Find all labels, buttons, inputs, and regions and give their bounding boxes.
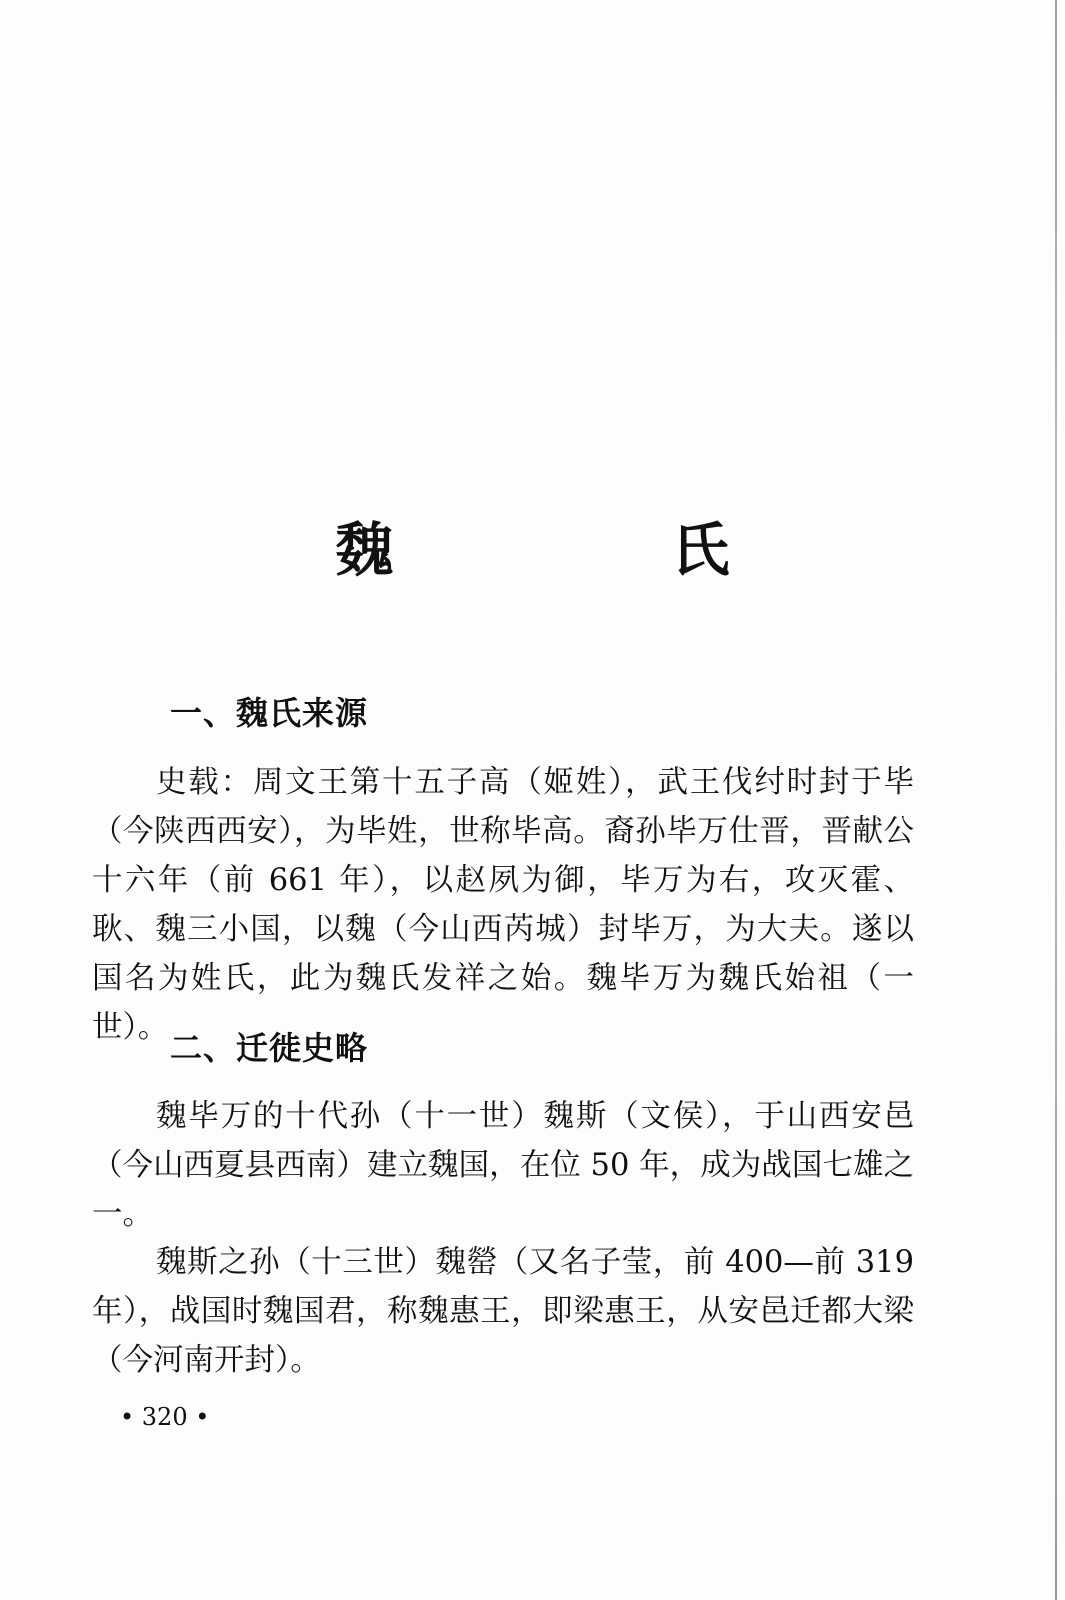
paragraph-migration-2: 魏斯之孙（十三世）魏罃（又名子莹，前 400—前 319 年），战国时魏国君，称魏惠王，即梁惠王，从安邑迁都大梁（今河南开封）。: [92, 1245, 914, 1378]
paragraph-origin: 史载：周文王第十五子高（姬姓），武王伐纣时封于毕（今陕西西安），为毕姓，世称毕高。裔孙毕万仕晋，晋献公十六年（前 661 年），以赵夙为御，毕万为右，攻灭霍、耿、魏三小国，以魏（今山西芮城）封毕万，为大夫。遂以国名为姓氏，此为魏氏发祥之始。魏毕万为魏氏始祖（一世）。: [92, 765, 914, 1045]
page-title: 魏 氏: [335, 516, 840, 584]
section-heading-origin: 一、魏氏来源: [170, 694, 369, 732]
paragraph-migration-1: 魏毕万的十代孙（十一世）魏斯（文侯），于山西安邑（今山西夏县西南）建立魏国，在位 50 年，成为战国七雄之一。: [92, 1099, 914, 1232]
scan-edge-shadow: [1055, 0, 1057, 1600]
section-heading-migration: 二、迁徙史略: [170, 1029, 369, 1067]
page-number: • 320 •: [120, 1403, 210, 1431]
